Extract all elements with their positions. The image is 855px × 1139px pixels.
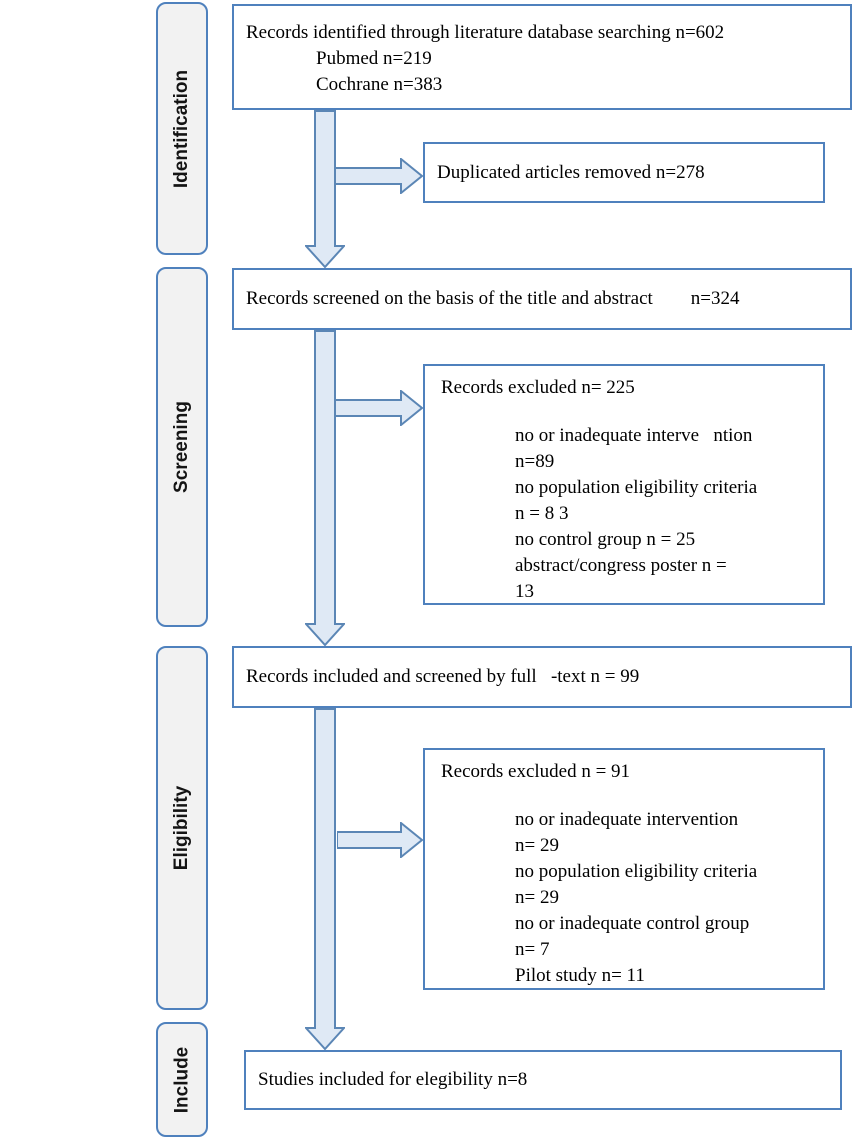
excluded-eligibility-title: Records excluded n = 91 bbox=[441, 761, 631, 782]
box-excluded-eligibility bbox=[423, 748, 825, 990]
duplicates-removed-text: Duplicated articles removed n=278 bbox=[437, 161, 705, 183]
excluded-eligibility-reasons bbox=[441, 807, 813, 989]
fulltext-screened-text: Records included and screened by full -text n = 99 bbox=[246, 666, 640, 687]
stage-tab-include bbox=[156, 1022, 208, 1137]
exclusion-reason: no or inadequate control group n= 7 bbox=[515, 913, 750, 960]
stage-label-eligibility: Eligibility bbox=[171, 785, 193, 871]
cochrane-count: Cochrane n=383 bbox=[316, 74, 443, 95]
arrow-right-excluded-eligibility-icon bbox=[337, 822, 423, 858]
pubmed-count: Pubmed n=219 bbox=[316, 48, 432, 69]
stage-tab-eligibility bbox=[156, 646, 208, 1010]
exclusion-reason: abstract/congress poster n = 13 bbox=[515, 555, 727, 602]
box-records-screened bbox=[232, 268, 852, 330]
stage-tab-identification bbox=[156, 2, 208, 255]
exclusion-reason: no population eligibility criteria n = 8 3 bbox=[515, 477, 758, 524]
excluded-screening-title: Records excluded n= 225 bbox=[441, 377, 635, 398]
exclusion-reason: no population eligibility criteria n= 29 bbox=[515, 861, 758, 908]
exclusion-reason: no or inadequate intervention n= 29 bbox=[515, 809, 739, 856]
exclusion-reason: no or inadequate interve ntion n=89 bbox=[515, 425, 753, 472]
stage-label-include: Include bbox=[171, 1046, 193, 1113]
box-excluded-screening bbox=[423, 364, 825, 605]
records-screened-text: Records screened on the basis of the title and abstract n=324 bbox=[246, 288, 740, 309]
exclusion-reason: no control group n = 25 bbox=[515, 529, 696, 550]
stage-label-screening: Screening bbox=[171, 401, 192, 493]
records-identified-text: Records identified through literature database searching n=602 bbox=[246, 22, 725, 43]
arrow-down-eligibility-icon bbox=[305, 708, 345, 1050]
excluded-screening-reasons bbox=[441, 423, 813, 605]
stage-label-identification: Identification bbox=[171, 69, 193, 188]
box-fulltext-screened bbox=[232, 646, 852, 708]
box-studies-included bbox=[244, 1050, 842, 1110]
arrow-down-screening-icon bbox=[305, 330, 345, 646]
exclusion-reason: Pilot study n= 11 bbox=[515, 965, 645, 986]
box-records-identified bbox=[232, 4, 852, 110]
box-duplicates-removed bbox=[423, 142, 825, 203]
arrow-right-duplicates-icon bbox=[335, 158, 423, 194]
arrow-right-excluded-screening-icon bbox=[335, 390, 423, 426]
studies-included-text: Studies included for elegibility n=8 bbox=[258, 1069, 528, 1090]
stage-tab-screening bbox=[156, 267, 208, 627]
